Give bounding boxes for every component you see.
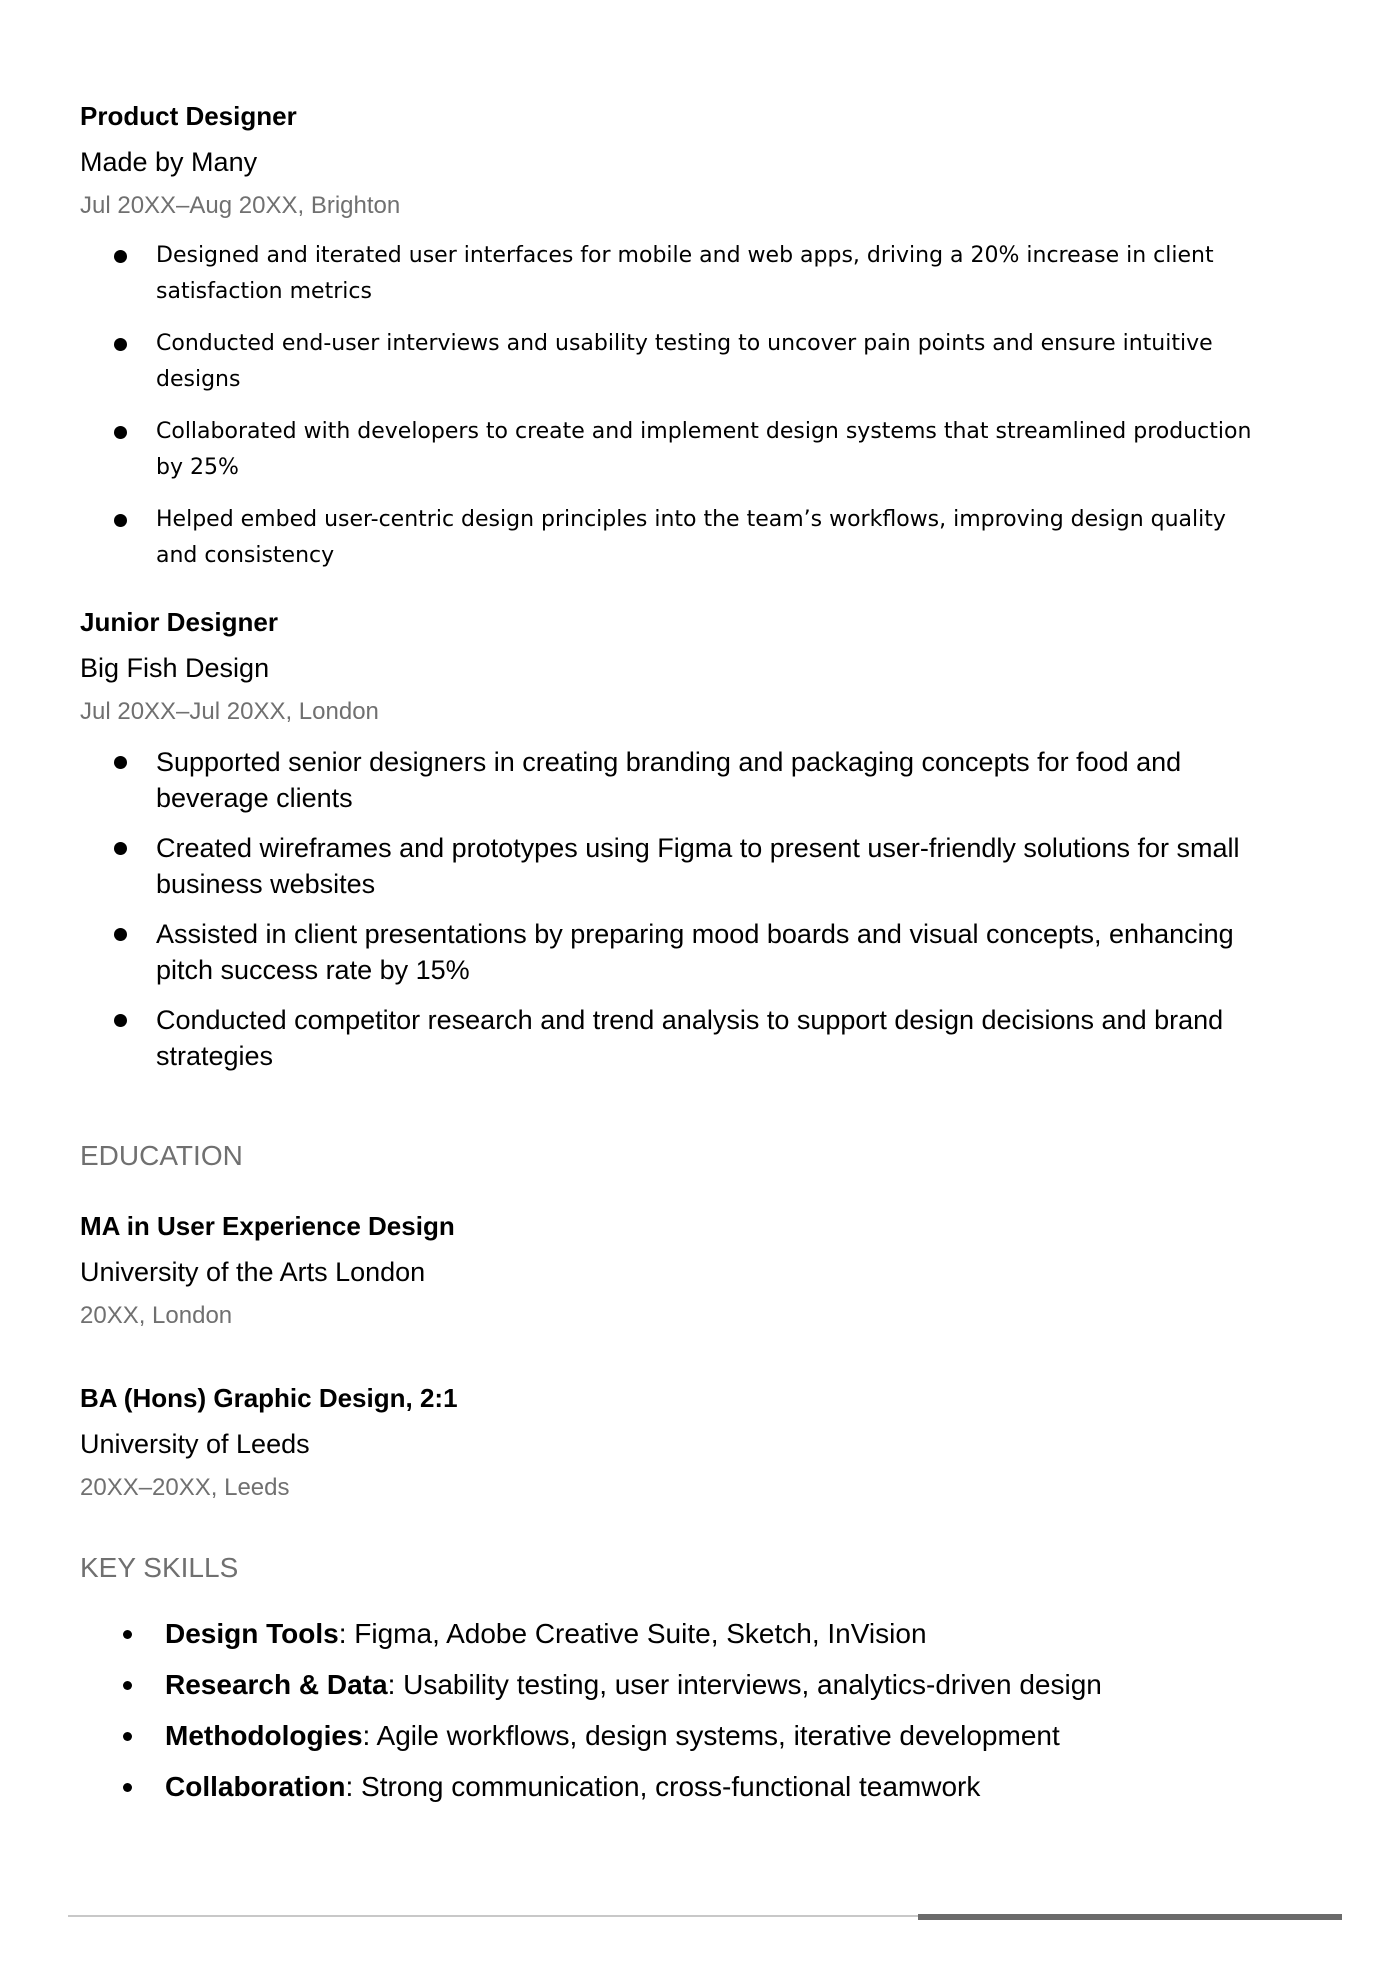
job-bullet-list [80, 744, 1340, 1074]
skill-detail: : Figma, Adobe Creative Suite, Sketch, InVision [338, 1618, 927, 1649]
education-entry-ma [80, 1208, 1340, 1332]
list-item [80, 1767, 1340, 1807]
section-heading-education: EDUCATION [80, 1140, 243, 1171]
bullet-text: Designed and iterated user interfaces for mobile and web apps, driving a 20% increase in client satisfaction metrics [156, 243, 1214, 304]
bullet-icon [114, 928, 127, 941]
bullet-icon [114, 514, 127, 527]
education-entry-ba [80, 1380, 1340, 1504]
list-item [80, 326, 1280, 398]
degree-title: BA (Hons) Graphic Design, 2:1 [80, 1383, 458, 1413]
list-item [80, 744, 1280, 816]
bullet-icon [123, 1732, 132, 1741]
school-name: University of the Arts London [80, 1257, 426, 1287]
bullet-text: Conducted competitor research and trend analysis to support design decisions and brand strategies [156, 1005, 1224, 1071]
education-dates-location: 20XX–20XX, Leeds [80, 1474, 290, 1501]
bullet-icon [114, 426, 127, 439]
bullet-text: Created wireframes and prototypes using Figma to present user-friendly solutions for small business websites [156, 833, 1240, 899]
skill-detail: : Usability testing, user interviews, analytics-driven design [387, 1669, 1102, 1700]
school-name: University of Leeds [80, 1429, 310, 1459]
list-item [80, 830, 1280, 902]
footer-accent-bar [918, 1914, 1342, 1920]
list-item [80, 502, 1280, 574]
bullet-icon [114, 842, 127, 855]
skill-detail: : Strong communication, cross-functional teamwork [345, 1771, 981, 1802]
bullet-icon [114, 338, 127, 351]
skill-name: Research & Data [165, 1669, 388, 1700]
job-title: Product Designer [80, 101, 297, 131]
bullet-text: Conducted end-user interviews and usability testing to uncover pain points and ensure intuitive designs [156, 331, 1213, 392]
experience-entry-product-designer [80, 98, 1340, 574]
bullet-icon [123, 1783, 132, 1792]
skills-list [80, 1614, 1340, 1807]
resume-page [80, 98, 1340, 1818]
education-dates-location: 20XX, London [80, 1302, 233, 1329]
bullet-text: Assisted in client presentations by preparing mood boards and visual concepts, enhancing pitch success rate by 15% [156, 919, 1234, 985]
skill-name: Collaboration [165, 1771, 346, 1802]
degree-title: MA in User Experience Design [80, 1211, 455, 1241]
skill-detail: : Agile workflows, design systems, iterative development [362, 1720, 1060, 1751]
list-item [80, 238, 1280, 310]
job-dates-location: Jul 20XX–Aug 20XX, Brighton [80, 192, 401, 219]
job-dates-location: Jul 20XX–Jul 20XX, London [80, 698, 379, 725]
company-name: Big Fish Design [80, 653, 270, 683]
bullet-icon [114, 1014, 127, 1027]
bullet-icon [114, 250, 127, 263]
section-heading-key-skills: KEY SKILLS [80, 1552, 239, 1583]
skill-name: Methodologies [165, 1720, 363, 1751]
bullet-icon [114, 756, 127, 769]
list-item [80, 916, 1280, 988]
skill-name: Design Tools [165, 1618, 339, 1649]
list-item [80, 1614, 1340, 1654]
list-item [80, 414, 1280, 486]
bullet-icon [123, 1681, 132, 1690]
list-item [80, 1716, 1340, 1756]
job-bullet-list [80, 238, 1340, 574]
list-item [80, 1665, 1340, 1705]
job-title: Junior Designer [80, 607, 278, 637]
bullet-text: Supported senior designers in creating branding and packaging concepts for food and beverage clients [156, 747, 1182, 813]
experience-entry-junior-designer [80, 604, 1340, 1074]
bullet-text: Collaborated with developers to create and implement design systems that streamlined production by 25% [156, 419, 1252, 480]
bullet-icon [123, 1630, 132, 1639]
company-name: Made by Many [80, 147, 258, 177]
list-item [80, 1002, 1280, 1074]
bullet-text: Helped embed user-centric design principles into the team’s workflows, improving design quality and consistency [156, 507, 1226, 568]
